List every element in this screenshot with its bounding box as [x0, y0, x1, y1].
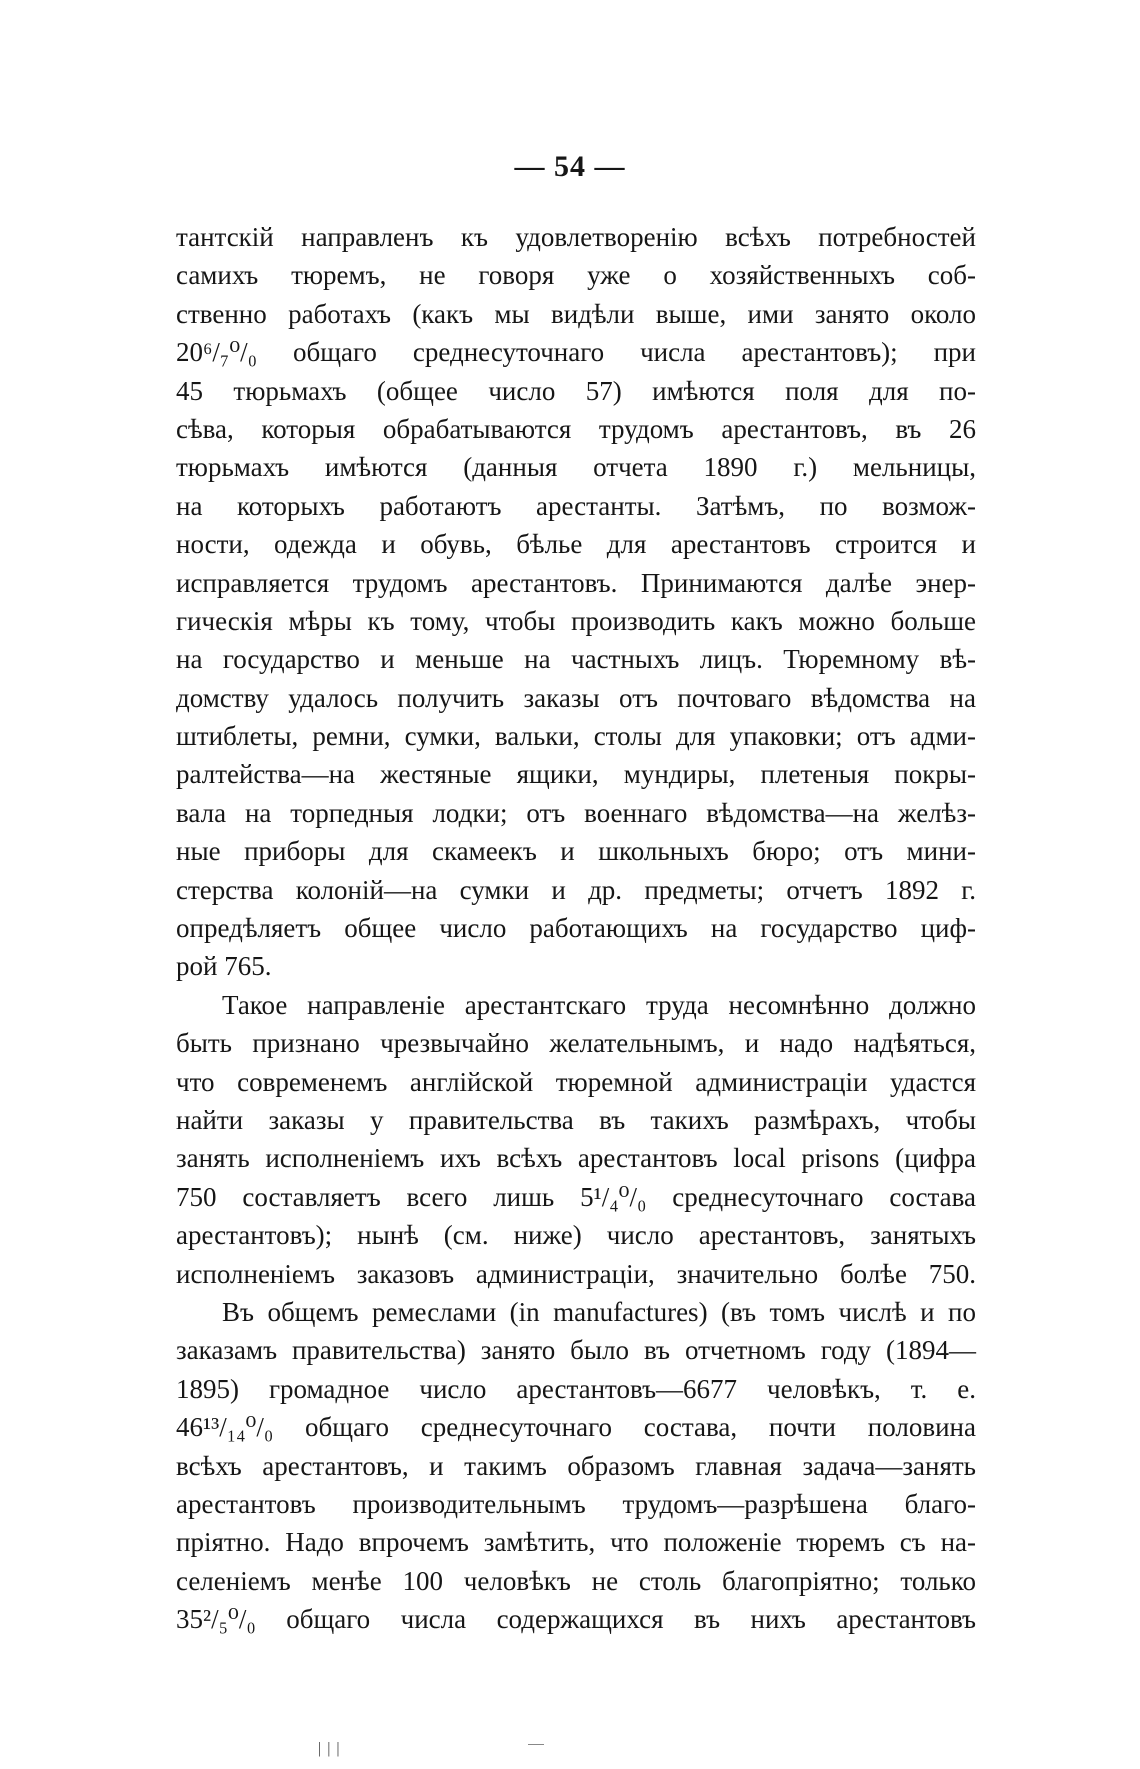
text-line: гическія мѣры къ тому, чтобы производить какъ можно больше: [176, 605, 976, 636]
text-line: ности, одежда и обувь, бѣлье для арестантовъ строится и: [176, 529, 976, 560]
text-line: найти заказы у правительства въ такихъ размѣрахъ, чтобы: [176, 1104, 976, 1135]
text-line: на которыхъ работаютъ арестанты. Затѣмъ, по возмож-: [176, 490, 976, 521]
text-line: домству удалось получить заказы отъ почтоваго вѣдомства на: [176, 682, 976, 713]
text-line: на государство и меньше на частныхъ лицъ. Тюремному вѣ-: [176, 644, 976, 675]
text-line: 45 тюрьмахъ (общее число 57) имѣются поля для по-: [176, 375, 976, 406]
printer-mark: |||: [318, 1740, 346, 1757]
text-line: тантскій направленъ къ удовлетворенію всѣхъ потребностей: [176, 222, 976, 252]
text-line: исполненіемъ заказовъ администраціи, значительно болѣе 750.: [176, 1258, 976, 1289]
page-number: — 54 —: [514, 150, 626, 183]
text-line: 1895) громадное число арестантовъ—6677 человѣкъ, т. е.: [176, 1373, 976, 1404]
text-line: 750 составляетъ всего лишь 5¹/₄⁰/₀ среднесуточнаго состава: [176, 1181, 976, 1212]
text-line: арестантовъ); нынѣ (см. ниже) число арестантовъ, занятыхъ: [176, 1220, 976, 1251]
text-line: рой 765.: [176, 951, 272, 982]
text-line: штиблеты, ремни, сумки, вальки, столы для упаковки; отъ адми-: [176, 721, 976, 752]
text-line: арестантовъ производительнымъ трудомъ—разрѣшена благо-: [176, 1488, 976, 1519]
text-line: быть признано чрезвычайно желательнымъ, и надо надѣяться,: [176, 1028, 976, 1059]
text-line: что современемъ англійской тюремной администраціи удастся: [176, 1066, 976, 1097]
text-line: сѣва, которыя обрабатываются трудомъ арестантовъ, въ 26: [176, 413, 976, 444]
printer-rule: [528, 1744, 544, 1745]
text-line: заказамъ правительства) занято было въ отчетномъ году (1894—: [176, 1335, 976, 1366]
text-line: селеніемъ менѣе 100 человѣкъ не столь благопріятно; только: [176, 1565, 976, 1596]
text-line: стерства колоній—на сумки и др. предметы; отчетъ 1892 г.: [176, 874, 976, 905]
paragraph-1: [176, 218, 976, 986]
body-text: [176, 218, 976, 1638]
text-line: 20⁶/₇⁰/₀ общаго среднесуточнаго числа арестантовъ); при: [176, 337, 976, 368]
text-line: ные приборы для скамеекъ и школьныхъ бюро; отъ мини-: [176, 836, 976, 867]
text-line: тюрьмахъ имѣются (данныя отчета 1890 г.) мельницы,: [176, 452, 976, 483]
text-line: опредѣляетъ общее число работающихъ на государство циф-: [176, 913, 976, 944]
text-line: занять исполненіемъ ихъ всѣхъ арестантовъ local prisons (цифра: [176, 1143, 976, 1174]
text-line: 46¹³/₁₄⁰/₀ общаго среднесуточнаго состава, почти половина: [176, 1412, 976, 1443]
text-line: вала на торпедныя лодки; отъ военнаго вѣдомства—на желѣз-: [176, 797, 976, 828]
text-line: исправляется трудомъ арестантовъ. Принимаются далѣе энер-: [176, 567, 976, 598]
paragraph-3: [176, 1293, 976, 1639]
text-line: пріятно. Надо впрочемъ замѣтить, что положеніе тюремъ съ на-: [176, 1527, 976, 1558]
text-line: Такое направленіе арестантскаго труда несомнѣнно должно: [222, 989, 976, 1020]
text-line: 35²/₅⁰/₀ общаго числа содержащихся въ нихъ арестантовъ: [176, 1604, 976, 1635]
text-line: самихъ тюремъ, не говоря уже о хозяйственныхъ соб-: [176, 260, 976, 291]
paragraph-2: [176, 986, 976, 1293]
text-line: ралтейства—на жестяные ящики, мундиры, плетеныя покры-: [176, 759, 976, 790]
text-line: ственно работахъ (какъ мы видѣли выше, ими занято около: [176, 298, 976, 329]
text-line: всѣхъ арестантовъ, и такимъ образомъ главная задача—занять: [176, 1450, 976, 1481]
footer-print-marks: [0, 1740, 1140, 1760]
text-line: Въ общемъ ремеслами (in manufactures) (въ томъ числѣ и по: [222, 1296, 976, 1327]
